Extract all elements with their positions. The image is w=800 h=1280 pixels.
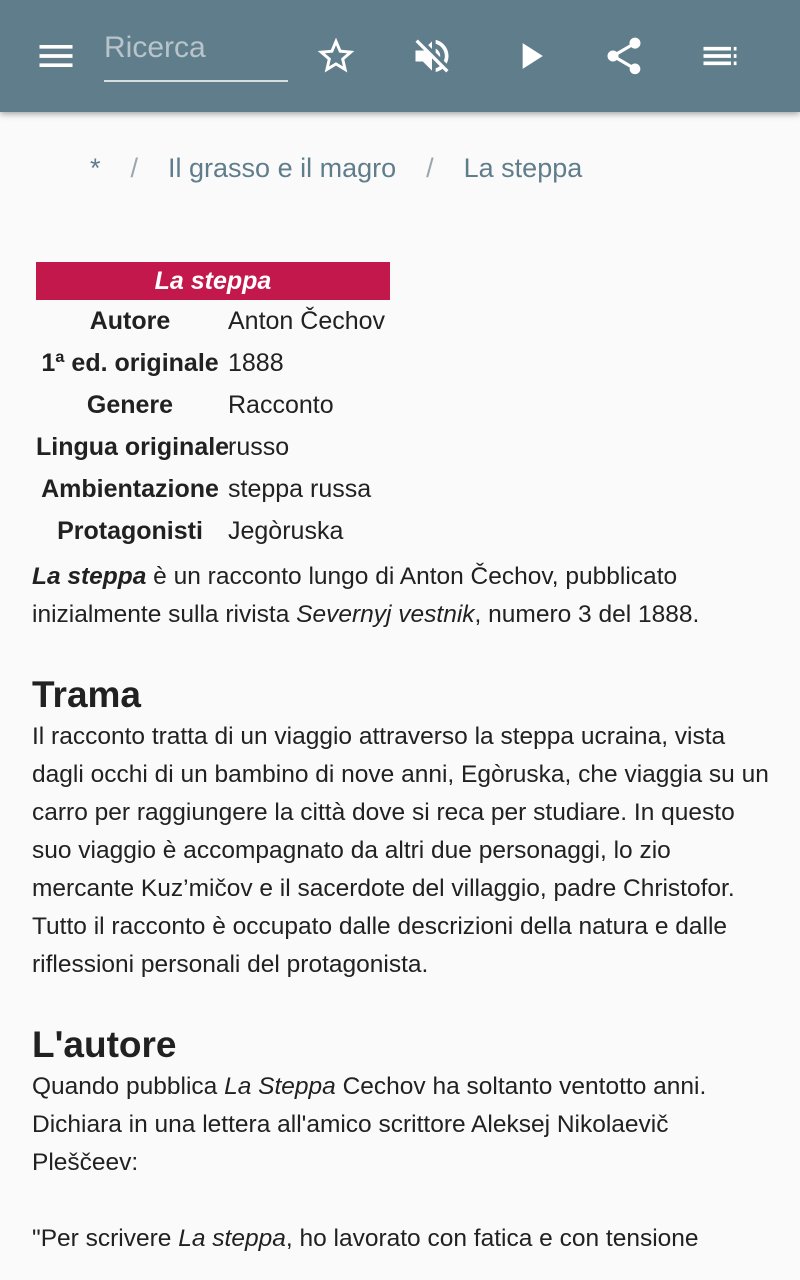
infobox-value: Jegòruska (228, 516, 344, 545)
infobox-value: Racconto (228, 390, 334, 419)
contents-button[interactable] (692, 28, 748, 84)
article-body (32, 558, 772, 1258)
star-icon (314, 34, 358, 78)
breadcrumb (90, 150, 582, 186)
menu-icon (34, 34, 78, 78)
section-heading-autore: L'autore (32, 1024, 177, 1065)
autore-text-end: Cechov ha soltanto ventotto anni. Dichiara in una lettera all'amico scrittore Aleksej Nikolaevič Pleščeev: (32, 1073, 707, 1176)
menu-button[interactable] (28, 28, 84, 84)
infobox-key: Genere (86, 390, 174, 419)
infobox-key: Autore (89, 306, 171, 335)
intro-title: La steppa (32, 563, 147, 590)
infobox-key: 1ª ed. originale (41, 348, 219, 377)
quote-text-end: , ho lavorato con fatica e con tensione (285, 1225, 699, 1252)
quote-work-title: La steppa (178, 1225, 286, 1252)
infobox-row (36, 468, 390, 510)
share-button[interactable] (596, 28, 652, 84)
search-input[interactable] (104, 22, 288, 74)
breadcrumb-item-parent[interactable]: Il grasso e il magro (168, 152, 397, 183)
infobox-title: La steppa (36, 262, 390, 300)
infobox-value: steppa russa (228, 474, 372, 503)
infobox-key: Protagonisti (57, 516, 203, 545)
magazine-name: Severnyj vestnik (296, 601, 475, 628)
breadcrumb-separator: / (130, 152, 139, 183)
list-icon (698, 34, 742, 78)
quote-paragraph (32, 1220, 772, 1258)
autore-paragraph (32, 1068, 772, 1182)
app-bar (0, 0, 800, 112)
infobox-key: Ambientazione (41, 474, 219, 503)
infobox-value: Anton Čechov (228, 306, 386, 335)
breadcrumb-separator: / (426, 152, 434, 183)
infobox-row (36, 300, 390, 342)
section-heading-trama: Trama (32, 674, 142, 715)
infobox-row (36, 426, 390, 468)
infobox-row (36, 342, 390, 384)
infobox-value: russo (228, 432, 290, 461)
intro-paragraph (32, 558, 772, 634)
intro-text: è un racconto lungo di Anton Čechov, pubblicato inizialmente sulla rivista (32, 563, 678, 628)
autore-text: Quando pubblica (32, 1073, 225, 1100)
infobox-key: Lingua originale (36, 432, 230, 461)
infobox-row (36, 384, 390, 426)
infobox-value: 1888 (228, 348, 284, 377)
intro-text-end: , numero 3 del 1888. (474, 601, 700, 628)
share-icon (602, 34, 646, 78)
volume-off-icon (410, 34, 454, 78)
trama-paragraph: Il racconto tratta di un viaggio attraverso la steppa ucraina, vista dagli occhi di un bambino di nove anni, Egòruska, che viaggia su un carro per raggiungere la città dove si reca per studiare. In questo suo viaggio è accompagnato da altri due personaggi, lo zio mercante Kuz’mičov e il sacerdote del villaggio, padre Christofor. Tutto il racconto è occupato dalle descrizioni della natura e dalle riflessioni personali del protagonista. (32, 723, 769, 978)
mute-button[interactable] (404, 28, 460, 84)
play-button[interactable] (502, 28, 558, 84)
search-field[interactable] (104, 22, 288, 82)
bookmark-button[interactable] (308, 28, 364, 84)
autore-work-title: La Steppa (224, 1073, 336, 1100)
quote-text: "Per scrivere (32, 1225, 179, 1252)
infobox-row (36, 510, 390, 552)
infobox (36, 262, 390, 552)
breadcrumb-item-root[interactable]: * (90, 152, 101, 183)
breadcrumb-item-current[interactable]: La steppa (463, 152, 583, 183)
play-icon (508, 34, 552, 78)
